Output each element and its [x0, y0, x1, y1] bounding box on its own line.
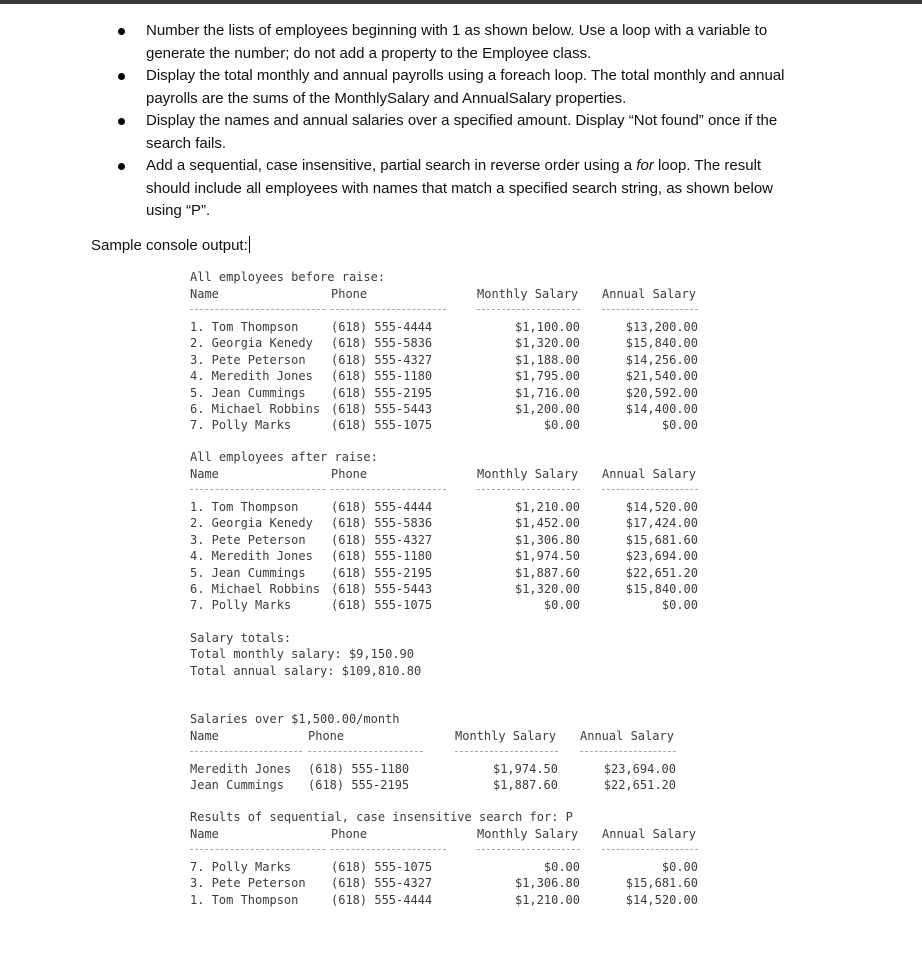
column-header-name: Name: [190, 729, 219, 743]
column-header-monthly: Monthly Salary: [455, 729, 557, 743]
column-separator: [190, 849, 325, 850]
column-separator: [190, 309, 325, 310]
employee-monthly-salary: $1,974.50: [492, 762, 558, 776]
employee-monthly-salary: $1,320.00: [514, 336, 580, 351]
column-header-name: Name: [190, 467, 219, 481]
instruction-text: Display the names and annual salaries over a specified amount. Display “Not found” once if the search fails.: [146, 112, 778, 152]
column-separator: [308, 751, 423, 752]
employee-annual-salary: $20,592.00: [625, 385, 698, 400]
employee-annual-salary: $15,840.00: [625, 582, 698, 596]
employee-annual-salary: $13,200.00: [625, 320, 698, 334]
employee-annual-salary: $23,694.00: [625, 549, 698, 564]
column-header-monthly: Monthly Salary: [477, 287, 579, 301]
employee-monthly-salary: $1,974.50: [514, 549, 580, 564]
employee-phone: (618) 555-4327: [331, 532, 433, 547]
section-title: Results of sequential, case insensitive search for: P: [190, 810, 573, 824]
employee-phone: (618) 555-1075: [331, 598, 433, 613]
instruction-emphasis: for: [636, 157, 654, 174]
employee-monthly-salary: $1,210.00: [514, 892, 580, 907]
employee-phone: (618) 555-2195: [331, 385, 433, 400]
employee-name: Jean Cummings: [190, 778, 284, 793]
employee-phone: (618) 555-4327: [331, 876, 433, 891]
column-separator: [602, 489, 698, 490]
total-monthly-salary: Total monthly salary: $9,150.90: [190, 647, 414, 661]
employee-phone: (618) 555-2195: [308, 778, 410, 793]
employee-monthly-salary: $0.00: [543, 860, 580, 874]
employee-name: 1. Tom Thompson: [190, 320, 299, 334]
column-header-monthly: Monthly Salary: [477, 827, 579, 841]
employee-name: 7. Polly Marks: [190, 860, 292, 874]
employee-monthly-salary: $0.00: [543, 418, 580, 433]
employee-phone: (618) 555-4444: [331, 500, 433, 514]
employee-annual-salary: $21,540.00: [625, 369, 698, 384]
employee-phone: (618) 555-1075: [331, 418, 433, 433]
employee-phone: (618) 555-1180: [331, 549, 433, 564]
employee-name: 2. Georgia Kenedy: [190, 336, 313, 351]
instruction-text: Display the total monthly and annual payrolls using a foreach loop. The total monthly and annual payrolls are the sums of the MonthlySalary and AnnualSalary properties.: [146, 67, 785, 107]
employee-monthly-salary: $1,887.60: [514, 565, 580, 580]
employee-name: 4. Meredith Jones: [190, 369, 313, 384]
total-annual-salary: Total annual salary: $109,810.80: [190, 664, 422, 678]
employee-monthly-salary: $1,320.00: [514, 582, 580, 596]
employee-phone: (618) 555-1180: [331, 369, 433, 384]
column-separator: [455, 751, 558, 752]
employee-monthly-salary: $1,306.80: [514, 876, 580, 891]
employee-annual-salary: $15,681.60: [625, 532, 698, 547]
employee-annual-salary: $0.00: [661, 860, 698, 874]
column-header-monthly: Monthly Salary: [477, 467, 579, 481]
employee-name: Meredith Jones: [190, 762, 292, 776]
employee-name: 5. Jean Cummings: [190, 565, 306, 580]
column-header-annual: Annual Salary: [602, 827, 696, 841]
employee-annual-salary: $14,256.00: [625, 352, 698, 367]
employee-phone: (618) 555-5836: [331, 336, 433, 351]
column-header-name: Name: [190, 287, 219, 301]
employee-phone: (618) 555-4444: [331, 892, 433, 907]
employee-monthly-salary: $1,200.00: [514, 402, 580, 416]
employee-annual-salary: $15,681.60: [625, 876, 698, 891]
column-separator: [331, 849, 446, 850]
employee-name: 3. Pete Peterson: [190, 876, 306, 891]
column-separator: [331, 489, 446, 490]
instruction-text-part: loop. The result should include all employees with names that match a specified search string, as shown below using “P”.: [146, 157, 773, 219]
employee-name: 2. Georgia Kenedy: [190, 516, 313, 531]
employee-monthly-salary: $1,795.00: [514, 369, 580, 384]
section-title: Salaries over $1,500.00/month: [190, 712, 400, 726]
employee-annual-salary: $0.00: [661, 598, 698, 613]
employee-phone: (618) 555-2195: [331, 565, 433, 580]
employee-phone: (618) 555-1180: [308, 762, 410, 776]
column-header-phone: Phone: [331, 467, 368, 481]
column-separator: [477, 309, 580, 310]
employee-phone: (618) 555-5443: [331, 402, 433, 416]
employee-name: 5. Jean Cummings: [190, 385, 306, 400]
instruction-text-part: Add a sequential, case insensitive, partial search in reverse order using a: [146, 157, 637, 174]
column-header-phone: Phone: [308, 729, 345, 743]
column-header-name: Name: [190, 827, 219, 841]
column-header-annual: Annual Salary: [580, 729, 674, 743]
employee-name: 3. Pete Peterson: [190, 532, 306, 547]
employee-annual-salary: $22,651.20: [625, 565, 698, 580]
instruction-text: Number the lists of employees beginning with 1 as shown below. Use a loop with a variable to generate the number; do not add a property to the Employee class.: [146, 22, 768, 62]
employee-name: 6. Michael Robbins: [190, 582, 321, 596]
employee-phone: (618) 555-5443: [331, 582, 433, 596]
employee-phone: (618) 555-1075: [331, 860, 433, 874]
employee-monthly-salary: $0.00: [543, 598, 580, 613]
employee-name: 6. Michael Robbins: [190, 402, 321, 416]
employee-phone: (618) 555-4444: [331, 320, 433, 334]
employee-monthly-salary: $1,452.00: [514, 516, 580, 531]
employee-monthly-salary: $1,100.00: [514, 320, 580, 334]
employee-name: 7. Polly Marks: [190, 418, 292, 433]
employee-phone: (618) 555-4327: [331, 352, 433, 367]
column-header-annual: Annual Salary: [602, 287, 696, 301]
sample-output-label: Sample console output:: [91, 237, 248, 254]
employee-annual-salary: $23,694.00: [603, 762, 676, 776]
section-title: All employees before raise:: [190, 270, 386, 284]
employee-monthly-salary: $1,716.00: [514, 385, 580, 400]
column-header-phone: Phone: [331, 827, 368, 841]
column-separator: [190, 489, 325, 490]
column-separator: [190, 751, 302, 752]
employee-annual-salary: $0.00: [661, 418, 698, 433]
column-separator: [477, 849, 580, 850]
employee-monthly-salary: $1,210.00: [514, 500, 580, 514]
section-title: Salary totals:: [190, 631, 292, 645]
employee-monthly-salary: $1,188.00: [514, 352, 580, 367]
column-separator: [331, 309, 446, 310]
employee-annual-salary: $14,520.00: [625, 892, 698, 907]
column-separator: [477, 489, 580, 490]
column-separator: [580, 751, 676, 752]
employee-annual-salary: $14,400.00: [625, 402, 698, 416]
employee-annual-salary: $15,840.00: [625, 336, 698, 351]
employee-name: 3. Pete Peterson: [190, 352, 306, 367]
section-title: All employees after raise:: [190, 450, 378, 464]
employee-name: 1. Tom Thompson: [190, 892, 299, 907]
employee-name: 1. Tom Thompson: [190, 500, 299, 514]
employee-name: 4. Meredith Jones: [190, 549, 313, 564]
employee-annual-salary: $14,520.00: [625, 500, 698, 514]
employee-phone: (618) 555-5836: [331, 516, 433, 531]
employee-monthly-salary: $1,306.80: [514, 532, 580, 547]
column-separator: [602, 309, 698, 310]
employee-name: 7. Polly Marks: [190, 598, 292, 613]
column-header-annual: Annual Salary: [602, 467, 696, 481]
employee-monthly-salary: $1,887.60: [492, 778, 558, 793]
column-separator: [602, 849, 698, 850]
employee-annual-salary: $17,424.00: [625, 516, 698, 531]
employee-annual-salary: $22,651.20: [603, 778, 676, 793]
column-header-phone: Phone: [331, 287, 368, 301]
